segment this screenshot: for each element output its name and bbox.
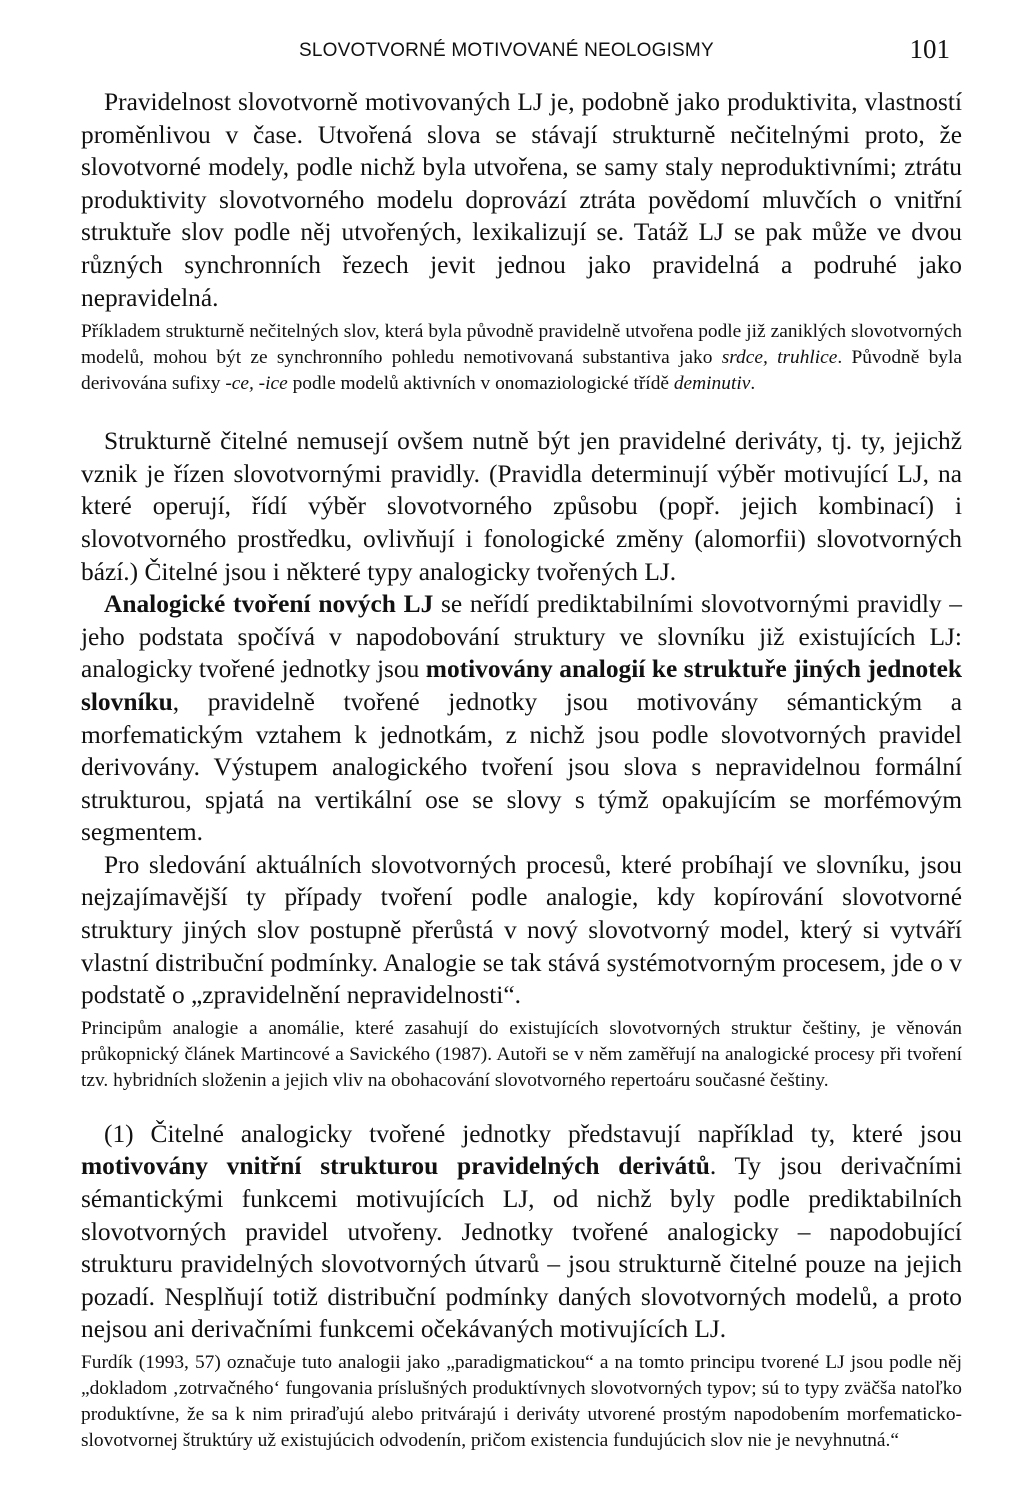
note1-text-c: podle modelů aktivních v onomaziologické třídě (287, 373, 674, 395)
p3-text-b: , pravidelně tvořené jednotky jsou motivovány sémantickým a morfematickým vztahem k jednotkám, z nichž jsou podle slovotvorných pravidel derivovány. Výstupem analogického tvoření jsou slova s nepravidelnou formální strukturou, spjatá na vertikální ose se slovy s týmž opakujícím se morfémovým segmentem. (81, 687, 962, 847)
note1-text-d: . (750, 373, 756, 395)
paragraph-regularity: Pravidelnost slovotvorně motivovaných LJ je, podobně jako produktivita, vlastností proměnlivou v čase. Utvořená slova se stávají strukturně nečitelnými proto, že slovotvorné modely, podle nichž byla utvořena, se samy staly neproduktivními; ztrátu produktivity slovotvorného modelu doprovází ztráta povědomí mluvčích o vnitřní struktuře slov podle něj utvořených, lexikalizují se. Tatáž LJ se pak může ve dvou různých synchronních řezech jevit jednou jako pravidelná a podruhé jako nepravidelná. (81, 88, 962, 312)
paragraph-readable-derivatives: Strukturně čitelné nemusejí ovšem nutně být jen pravidelné deriváty, tj. ty, jejichž vznik je řízen slovotvornými pravidly. (Pravidla determinují výběr motivující LJ, na které operují, řídí výběr slovotvorného způsobu (popř. jejich kombinací) i slovotvorného prostředku, ovlivňují i fonologické změny (alomorfii) slovotvorných bází.) Čitelné jsou i některé typy analogicky tvořených LJ. (81, 427, 962, 586)
note-analogy-anomaly: Principům analogie a anomálie, které zasahují do existujících slovotvorných struktur češtiny, je věnován průkopnický článek Martincové a Savického (1987). Autoři se v něm zaměřují na analogické procesy při tvoření tzv. hybridních složenin a jejich vliv na obohacování slovotvorného repertoáru současné češtiny. (81, 1017, 962, 1091)
p3-text-a: se neřídí prediktabilními slovotvornými pravidly – jeho podstata spočívá v napodobování struktury ve slovníku již existujících LJ: analogicky tvořené jednotky jsou (81, 590, 962, 684)
paragraph-readable-analogical-units (81, 1118, 962, 1346)
note1-suffixes: -ce, -ice (225, 373, 288, 395)
paragraph-analogical-formation (81, 588, 962, 849)
paragraph-current-processes: Pro sledování aktuálních slovotvorných procesů, které probíhají ve slovníku, jsou nejzajímavější ty případy tvoření podle analogie, kdy kopírování slovotvorné struktury jiných slov postupně přerůstá v nový slovotvorný model, který si vytváří vlastní distribuční podmínky. Analogie se tak stává systémotvorným procesem, jde o v podstatě o „zpravidelnění nepravidelnosti“. (81, 850, 962, 1010)
section-gap (81, 397, 962, 425)
p5-text-a: (1) Čitelné analogicky tvořené jednotky představují například ty, které jsou (104, 1119, 962, 1148)
note-example-unreadable-words (81, 319, 962, 397)
term-motivated-by-analogy: motivovány analogií ke struktuře jiných jednotek slovníku (81, 655, 962, 716)
page-number: 101 (909, 34, 950, 64)
note1-class: deminutiv (673, 373, 751, 395)
term-internal-structure: motivovány vnitřní strukturou pravidelných derivátů (81, 1152, 710, 1181)
term-analogical-formation: Analogické tvoření nových LJ (104, 590, 434, 619)
note1-text-b: . Původně byla derivována sufixy (81, 347, 963, 395)
note1-examples: srdce, truhlice (721, 347, 838, 369)
section-gap (81, 1094, 962, 1118)
note1-text-a: Příkladem strukturně nečitelných slov, která byla původně pravidelně utvořena podle již zaniklých slovotvorných modelů, mohou být ze synchronního pohledu nemotivovaná substantiva jako (81, 321, 962, 369)
running-header (81, 0, 962, 70)
note-furdik: Furdík (1993, 57) označuje tuto analogii jako „paradigmatickou“ a na tomto principu tvorené LJ jsou podle něj „dokladom ‚zotrvačného‘ fungovania príslušných produktívnych slovotvorných typov; sú to typy zväčša natoľko produktívne, že sa k nim priraďujú alebo pritvárajú i deriváty utvorené prostým napodobením morfematicko-slovotvornej štruktúry už existujúcich odvodenín, pričom existencia fundujúcich slov nie je nevyhnutná.“ (81, 1352, 962, 1451)
p5-text-b: . Ty jsou derivačními sémantickými funkcemi motivujících LJ, od nichž byly podle prediktabilních slovotvorných pravidel utvořeny. Jednotky tvořené analogicky – napodobující strukturu pravidelných slovotvorných útvarů – jsou strukturně čitelné pouze na jejich pozadí. Nesplňují totiž distribuční podmínky daných slovotvorných modelů, a proto nejsou ani derivačními funkcemi očekávaných motivujících LJ. (81, 1152, 963, 1344)
running-title: SLOVOTVORNÉ MOTIVOVANÉ NEOLOGISMY (299, 40, 714, 61)
